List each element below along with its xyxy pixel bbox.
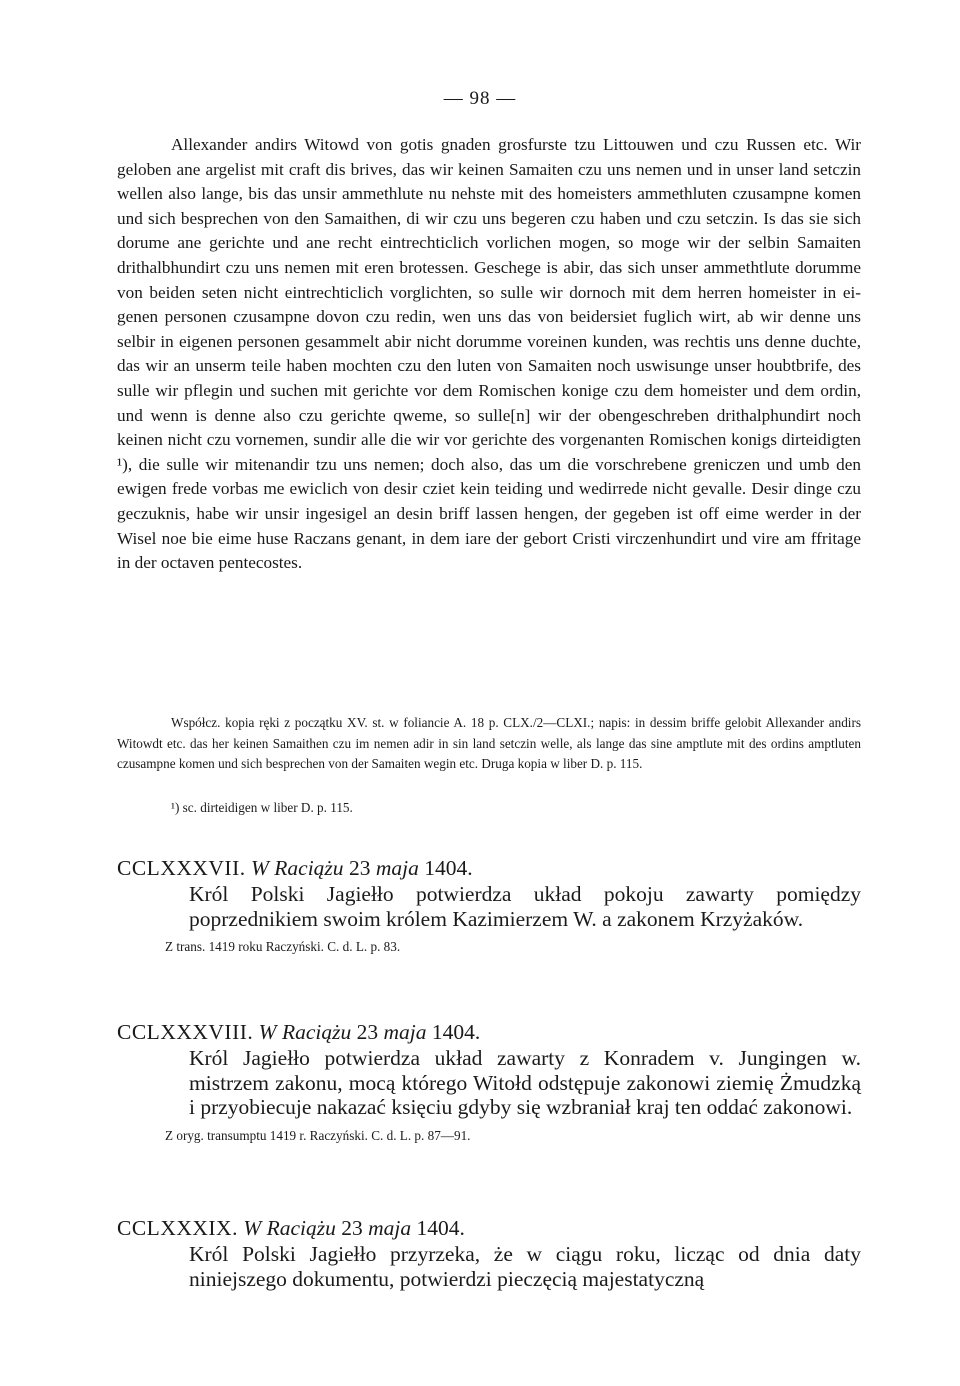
document-entry [117, 1019, 861, 1145]
entry-year: 1404. [431, 1020, 481, 1044]
entry-day: 23 [341, 1216, 363, 1240]
entry-place: W Raciążu [243, 1216, 336, 1240]
entry-month: maja [368, 1216, 412, 1240]
source-apparatus-note: Współcz. kopia ręki z początku XV. st. w foliancie A. 18 p. CLX./2—CLXI.; napis: in dessim briffe gelobit Allexander andirs Witowdt etc. das her keinen Samaithen czu im nemen adir in sin land setczin welle, als lange das sine amptlute mit des ordins amptluten czusampne komen und sich besprechen von der Samaiten wegin etc. Druga kopia w liber D. p. 115. [117, 715, 861, 772]
entry-number: CCLXXXIX. [117, 1216, 238, 1240]
entry-heading [117, 1019, 861, 1045]
document-entry [117, 1215, 861, 1291]
entry-year: 1404. [416, 1216, 465, 1240]
entry-year: 1404. [424, 856, 473, 880]
entry-day: 23 [356, 1020, 379, 1044]
entry-heading [117, 1215, 861, 1241]
entry-source: Z trans. 1419 roku Raczyński. C. d. L. p. 83. [165, 939, 401, 954]
page-number: — 98 — [443, 88, 517, 109]
entry-month: maja [375, 856, 419, 880]
entry-number: CCLXXXVIII. [117, 1020, 254, 1044]
entry-day: 23 [348, 856, 371, 880]
footnote: ¹) sc. dirteidigen w liber D. p. 115. [171, 800, 353, 815]
entry-summary: Król Polski Jagiełło potwierdza układ pokoju zawarty pomiędzy poprzednikiem swoim królem Kazimierzem W. a zakonem Krzyżaków. [189, 882, 861, 931]
document-body-text: Allexander andirs Witowd von gotis gnaden grosfurste tzu Littouwen und czu Russen etc. Wir geloben ane argelist mit craft dis brives, das wir keinen Samaiten czu uns nemen und in unser land setczin wellen also lange, bis das unsir ammethlute nu nehste mit des homeisters ammethluten czusampne komen und sich besprechen von den Samaithen, di wir czu uns begeren czu haben und czu setczin. Is das sie sich dorume ane gerichte und ane recht eintrechticlich vorlichen mogen, so moge wir der selbin Samaiten drithalbhundirt czu uns nemen mit eren brotessen. Geschege is abir, das sich unser ammethtlute dorumme von beiden seten nicht eintrechticlich vorglichten, so sulle wir dornoch mit dem herren homeister in eigenen personen czusampne dovon czu redin, wen uns das von beidersiet fuglich wirt, ab wir denne uns selbir in eigenen personen gesammelt abir nicht dorumme voreinen kunden, was rechtis uns denne duchte, das wir an unserm teile haben mochten czu den luten von Samaiten noch uswisunge unser houbtbrife, des sulle wir pflegin und suchen mit gerichte vor dem Romischen konige czu dem homeister und dem ordin, und wenn is denne also czu gerichte qweme, so sulle[n] wir der obengeschreben drithalphundirt noch keinen nicht czu vornemen, sundir alle die wir vor gerichte des vorgenanten Romischen konigs dirteidigten ¹), die sulle wir mitenandir tzu uns nemen; doch also, das um die vorschrebene greniczen und umb den ewigen frede vorbas me ewiclich von desir cziet kein teiding und wedirrede nicht gevalle. Desir dinge czu geczuknis, habe wir unsir ingesigel an desin briff lassen hengen, der gegeben ist off eime werder in der Wisel noe bie eime huse Raczans genant, in dem iare der gebort Cristi virczenhundirt und vire am ffritage in der octaven pentecostes. [117, 135, 861, 573]
entry-source: Z oryg. transumptu 1419 r. Raczyński. C. d. L. p. 87—91. [165, 1127, 471, 1143]
entry-place: W Raciążu [251, 856, 344, 880]
entry-month: maja [383, 1020, 427, 1044]
entry-number: CCLXXXVII. [117, 856, 246, 880]
entry-heading [117, 855, 861, 881]
entry-summary: Król Jagiełło potwierdza układ zawarty z Konradem v. Jungingen w. mistrzem zakonu, mocą którego Witołd odstępuje zakonowi ziemię Żmudzką i przyobiecuje nakazać księciu gdyby się wzbraniał kraj ten oddać zakonowi. [189, 1046, 861, 1119]
entry-summary: Król Polski Jagiełło przyrzeka, że w ciągu roku, licząc od dnia daty niniejszego dokumentu, potwierdzi pieczęcią majestatyczną [189, 1242, 861, 1291]
document-entry [117, 855, 861, 956]
entry-place: W Raciążu [258, 1020, 352, 1044]
